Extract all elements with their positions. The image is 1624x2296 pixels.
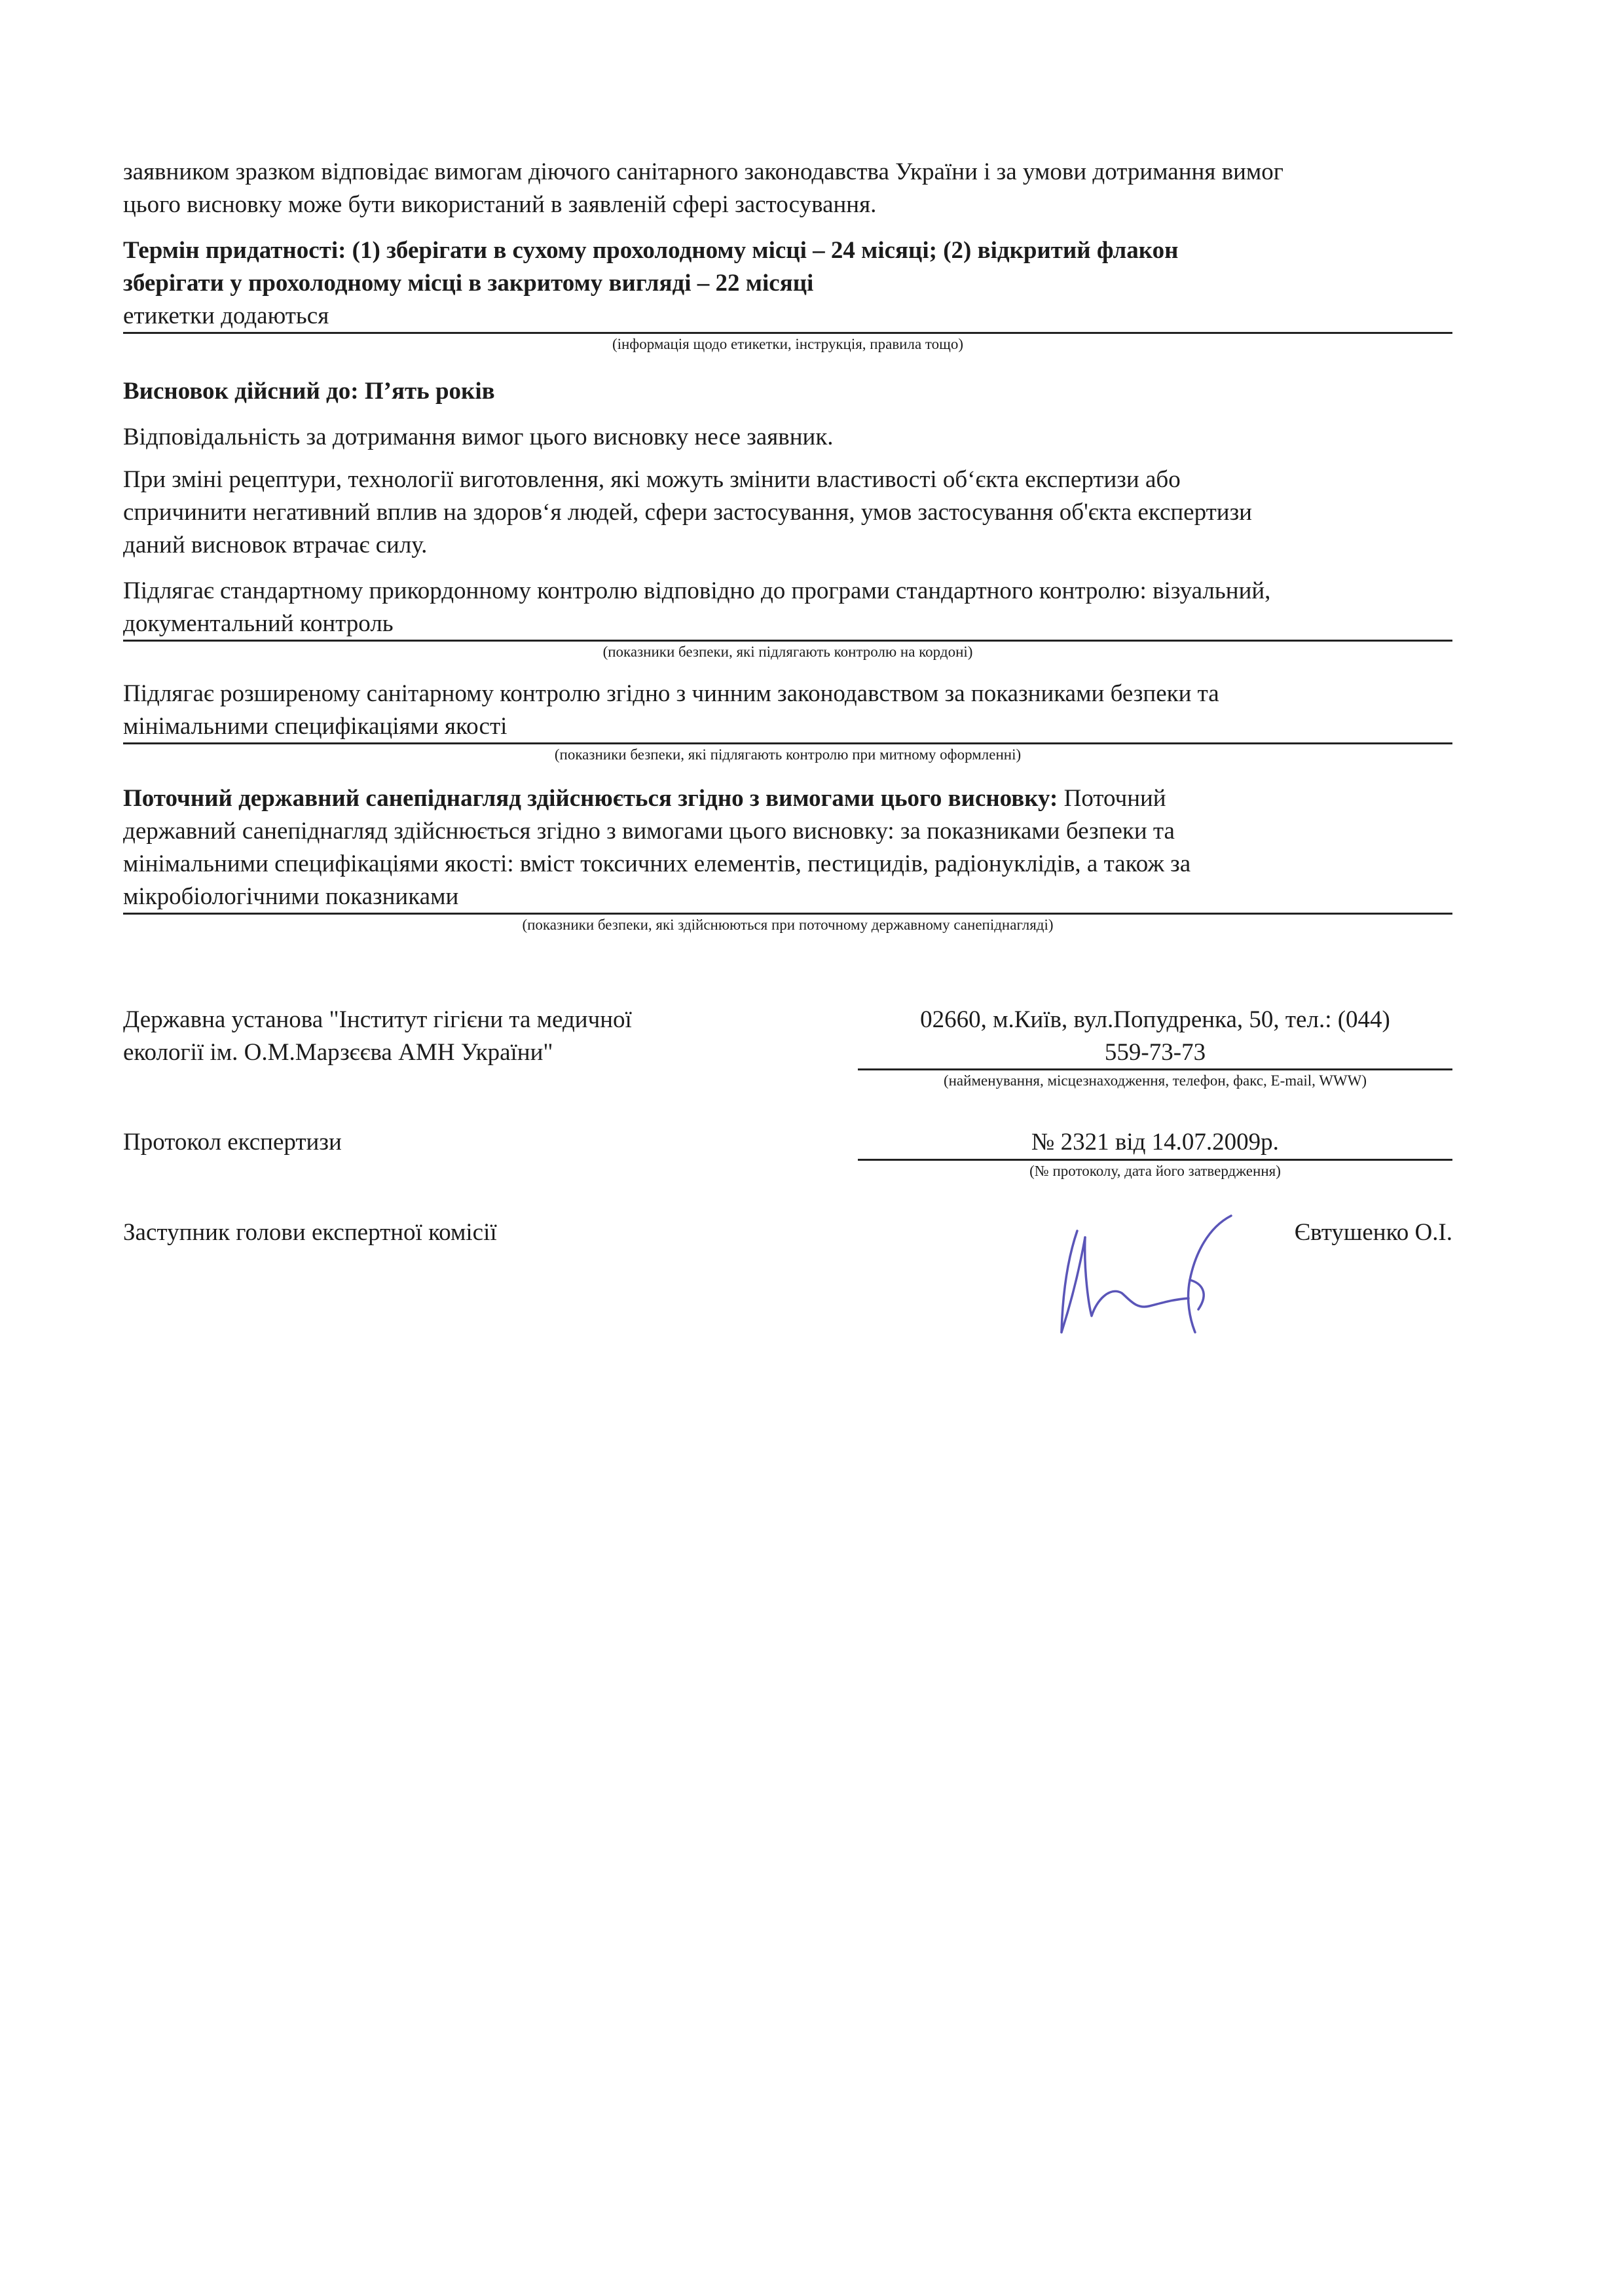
supervision-caption: (показники безпеки, які здійснюються при поточному державному санепіднагляді) bbox=[522, 917, 1054, 933]
institution-caption: (найменування, місцезнаходження, телефон, факс, E-mail, WWW) bbox=[943, 1072, 1367, 1089]
institution-name-line-1: Державна установа "Інститут гігієни та медичної bbox=[123, 1006, 632, 1033]
signatory-role: Заступник голови експертної комісії bbox=[123, 1219, 497, 1246]
labels-caption: (інформація щодо етикетки, інструкція, правила тощо) bbox=[612, 336, 964, 352]
supervision-line-4: мікробіологічними показниками bbox=[123, 883, 459, 910]
border-control-rule bbox=[123, 640, 1452, 642]
border-control-line-1: Підлягає стандартному прикордонному контролю відповідно до програми стандартного контролю: візуальний, bbox=[123, 577, 1271, 604]
supervision-rule bbox=[123, 913, 1452, 915]
sanitary-control-line-1: Підлягає розширеному санітарному контролю згідно з чинним законодавством за показниками безпеки та bbox=[123, 680, 1219, 707]
institution-address-line-1: 02660, м.Київ, вул.Попудренка, 50, тел.: (044) bbox=[920, 1006, 1390, 1033]
labels-text: етикетки додаються bbox=[123, 302, 329, 329]
handwritten-signature bbox=[1038, 1201, 1247, 1352]
sanitary-control-line-2: мінімальними специфікаціями якості bbox=[123, 713, 507, 740]
institution-name-line-2: екології ім. О.М.Марзєєва АМН України" bbox=[123, 1039, 553, 1066]
shelf-life-line-2: зберігати у прохолодному місці в закритому вигляді – 22 місяці bbox=[123, 270, 814, 297]
protocol-rule bbox=[858, 1159, 1452, 1161]
changes-line-3: даний висновок втрачає силу. bbox=[123, 532, 428, 558]
supervision-line-3: мінімальними специфікаціями якості: вміст токсичних елементів, пестицидів, радіонуклідів, а також за bbox=[123, 850, 1191, 877]
validity: Висновок дійсний до: П’ять років bbox=[123, 378, 495, 405]
supervision-heading: Поточний державний санепіднагляд здійснюється згідно з вимогами цього висновку: bbox=[123, 785, 1058, 812]
border-control-line-2: документальний контроль bbox=[123, 610, 394, 637]
supervision-line-2: державний санепіднагляд здійснюється згідно з вимогами цього висновку: за показниками безпеки та bbox=[123, 818, 1175, 845]
supervision-line-1-rest: Поточний bbox=[1058, 785, 1166, 812]
changes-line-1: При зміні рецептури, технології виготовлення, які можуть змінити властивості об‘єкта експертизи або bbox=[123, 466, 1181, 493]
labels-rule bbox=[123, 332, 1452, 334]
responsibility: Відповідальність за дотримання вимог цього висновку несе заявник. bbox=[123, 424, 834, 450]
changes-line-2: спричинити негативний вплив на здоров‘я людей, сфери застосування, умов застосування об'єкта експертизи bbox=[123, 499, 1252, 526]
intro-line-1: заявником зразком відповідає вимогам діючого санітарного законодавства України і за умови дотримання вимог bbox=[123, 158, 1283, 185]
institution-rule bbox=[858, 1068, 1452, 1070]
shelf-life-line-1: Термін придатності: (1) зберігати в сухому прохолодному місці – 24 місяці; (2) відкритий флакон bbox=[123, 237, 1179, 264]
institution-address-line-2: 559-73-73 bbox=[1104, 1039, 1206, 1066]
sanitary-control-rule bbox=[123, 742, 1452, 744]
protocol-value: № 2321 від 14.07.2009р. bbox=[1031, 1129, 1279, 1156]
supervision-line-1 bbox=[123, 782, 1452, 815]
intro-line-2: цього висновку може бути використаний в заявленій сфері застосування. bbox=[123, 191, 877, 218]
border-control-caption: (показники безпеки, які підлягають контролю на кордоні) bbox=[602, 644, 973, 660]
protocol-label: Протокол експертизи bbox=[123, 1129, 342, 1156]
sanitary-control-caption: (показники безпеки, які підлягають контролю при митному оформленні) bbox=[554, 746, 1022, 763]
protocol-caption: (№ протоколу, дата його затвердження) bbox=[1029, 1163, 1281, 1179]
signatory-name: Євтушенко О.І. bbox=[1294, 1219, 1452, 1246]
